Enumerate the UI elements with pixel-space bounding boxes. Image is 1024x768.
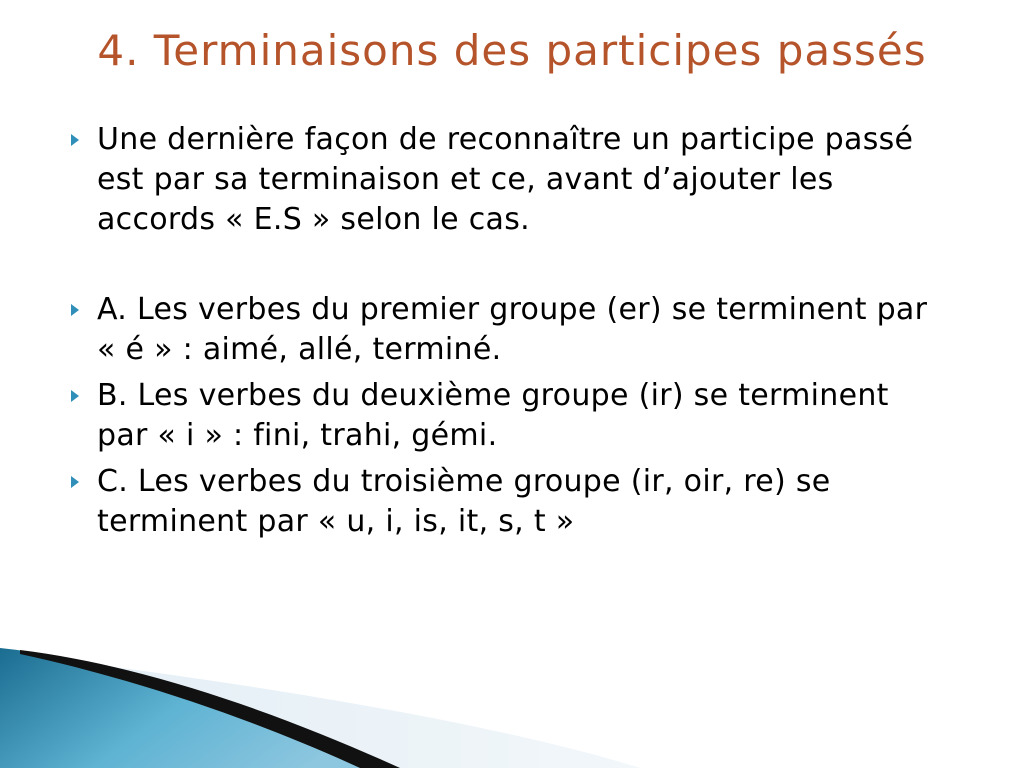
decorative-wave — [0, 600, 1024, 768]
triangle-right-icon — [71, 134, 79, 146]
bullet-text: B. Les verbes du deuxième groupe (ir) se terminent par « i » : fini, trahi, gémi. — [97, 378, 889, 453]
bullet-text: C. Les verbes du troisième groupe (ir, oir, re) se terminent par « u, i, is, it, s, t » — [97, 464, 831, 539]
bullet-text: A. Les verbes du premier groupe (er) se terminent par « é » : aimé, allé, terminé. — [97, 292, 928, 367]
bullet-item — [68, 376, 948, 456]
triangle-right-icon — [71, 476, 79, 488]
bullet-item — [68, 462, 948, 542]
triangle-right-icon — [71, 304, 79, 316]
bullet-item — [68, 290, 948, 370]
slide-title: 4. Terminaisons des participes passés — [97, 26, 927, 75]
bullet-item — [68, 120, 948, 240]
bullet-text: Une dernière façon de reconnaître un participe passé est par sa terminaison et ce, avant d’ajouter les accords « E.S » selon le cas. — [97, 122, 914, 237]
bullet-list — [68, 120, 948, 542]
triangle-right-icon — [71, 390, 79, 402]
